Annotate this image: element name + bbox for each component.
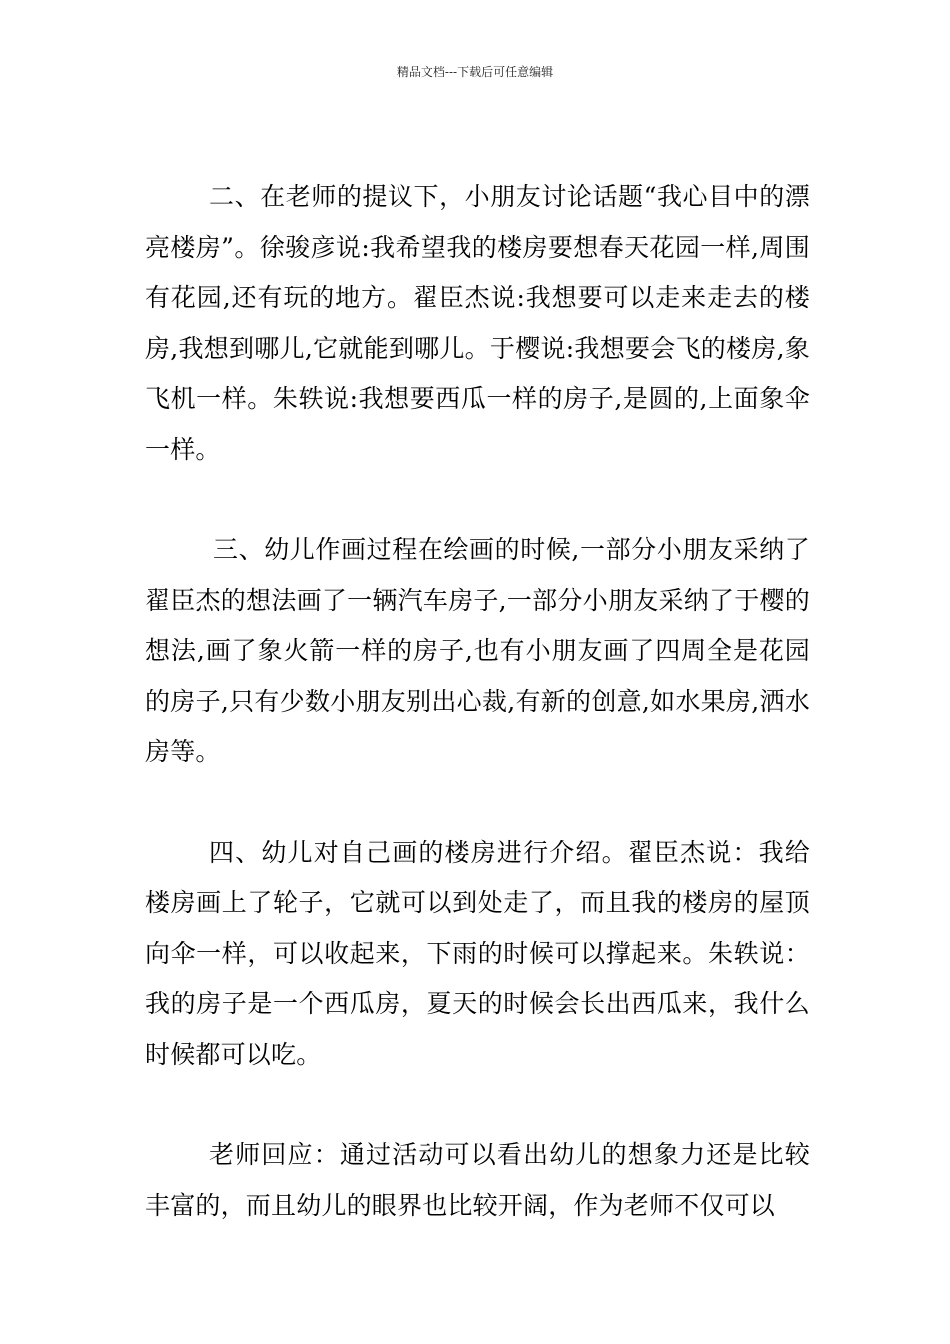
- paragraph-teacher-response: 老师回应：通过活动可以看出幼儿的想象力还是比较丰富的，而且幼儿的眼界也比较开阔，作为老师不仅可以: [145, 1140, 810, 1220]
- paragraph-drawing-process: 三、幼儿作画过程在绘画的时候,一部分小朋友采纳了翟臣杰的想法画了一辆汽车房子,一部分小朋友采纳了于樱的想法,画了象火箭一样的房子,也有小朋友画了四周全是花园的房子,只有少数小朋友别出心裁,有新的创意,如水果房,洒水房等。: [145, 535, 810, 766]
- paragraph-introduction: 四、幼儿对自己画的楼房进行介绍。翟臣杰说：我给楼房画上了轮子，它就可以到处走了，而且我的楼房的屋顶向伞一样，可以收起来，下雨的时候可以撑起来。朱轶说：我的房子是一个西瓜房，夏天的时候会长出西瓜来，我什么时候都可以吃。: [145, 837, 810, 1069]
- page-header: 精品文档---下载后可任意编辑: [396, 65, 554, 79]
- document-body: [145, 172, 810, 1231]
- paragraph-discussion: 二、在老师的提议下，小朋友讨论话题“我心目中的漂亮楼房”。徐骏彦说:我希望我的楼房要想春天花园一样,周围有花园,还有玩的地方。翟臣杰说:我想要可以走来走去的楼房,我想到哪儿,它就能到哪儿。于樱说:我想要会飞的楼房,象飞机一样。朱轶说:我想要西瓜一样的房子,是圆的,上面象伞一样。: [145, 182, 810, 464]
